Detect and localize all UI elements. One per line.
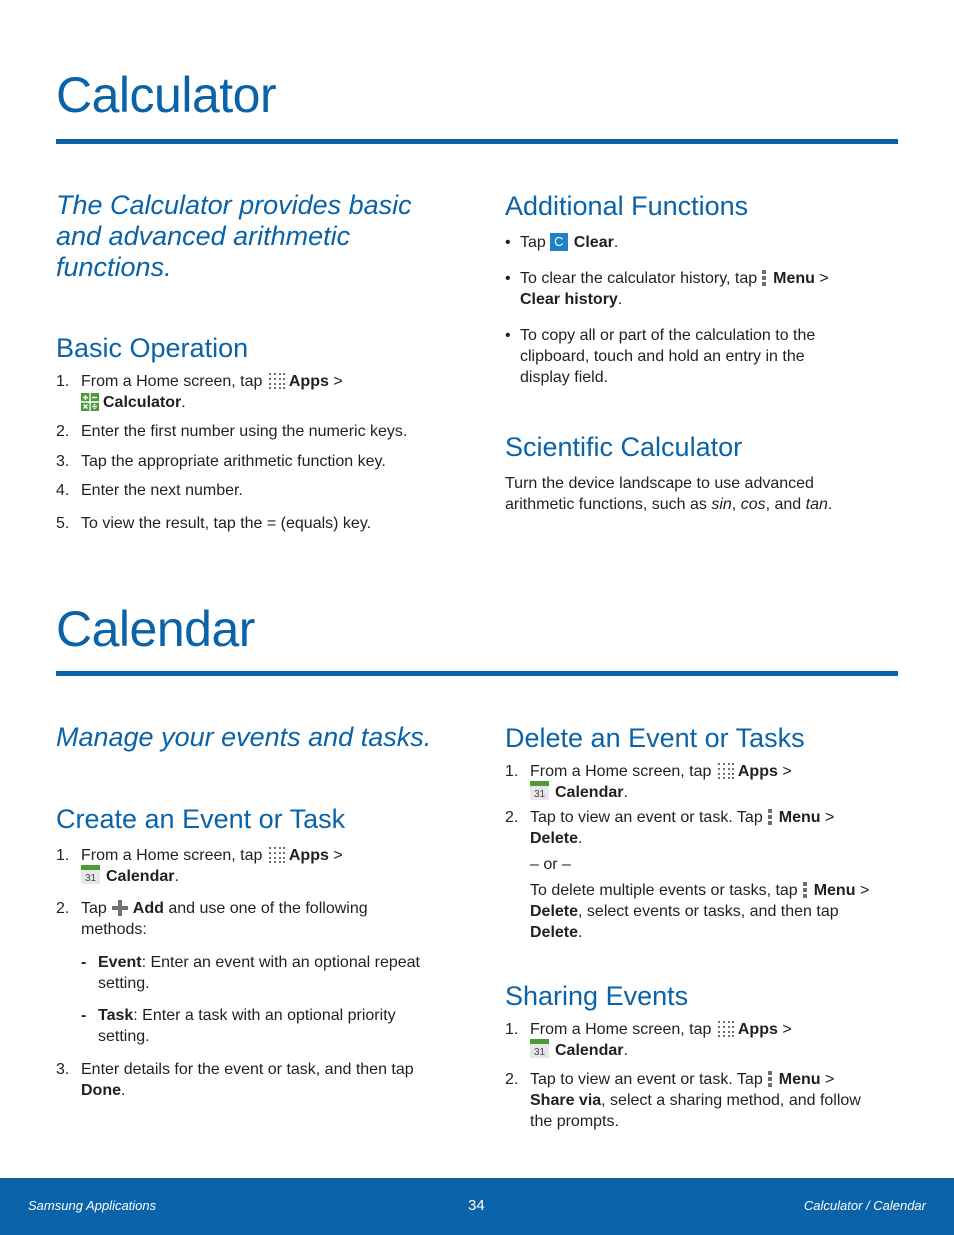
calendar-rule — [56, 671, 898, 676]
calculator-intro: The Calculator provides basic and advanced arithmetic functions. — [56, 190, 412, 282]
bullet: • — [505, 270, 511, 287]
calendar-title: Calendar — [56, 601, 255, 657]
svg-text:31: 31 — [533, 789, 546, 801]
delete-multiple-text: To delete multiple events or tasks, tap Menu > Delete, select events or tasks, and then tap Delete. — [530, 882, 870, 941]
calendar-app-icon — [81, 865, 100, 884]
basic-operation-heading: Basic Operation — [56, 333, 249, 363]
menu-icon — [767, 808, 773, 826]
add-icon — [111, 899, 129, 917]
dash-bullet: - — [81, 1007, 87, 1024]
delete-event-heading: Delete an Event or Tasks — [505, 723, 805, 753]
apps-icon — [717, 1020, 735, 1038]
delete-or-separator: – or – — [530, 856, 571, 873]
menu-icon — [802, 881, 808, 899]
apps-icon — [268, 372, 286, 390]
additional-functions-heading: Additional Functions — [505, 191, 749, 221]
calculator-app-icon — [81, 393, 99, 411]
calendar-app-icon — [530, 1039, 549, 1058]
clear-icon: C — [550, 233, 568, 251]
apps-icon — [268, 846, 286, 864]
page-number: 34 — [468, 1197, 485, 1214]
page-footer — [0, 1178, 954, 1235]
svg-text:31: 31 — [533, 1047, 546, 1059]
scientific-calculator-heading: Scientific Calculator — [505, 432, 743, 462]
svg-text:31: 31 — [84, 873, 97, 885]
menu-icon — [761, 269, 767, 287]
apps-icon — [717, 762, 735, 780]
menu-icon — [767, 1070, 773, 1088]
bullet: • — [505, 327, 511, 344]
calculator-rule — [56, 139, 898, 144]
calculator-title: Calculator — [56, 67, 277, 123]
calendar-app-icon — [530, 781, 549, 800]
calendar-intro: Manage your events and tasks. — [56, 722, 432, 752]
bullet: • — [505, 234, 511, 251]
footer-chapter-label: Calculator / Calendar — [803, 1198, 926, 1213]
sharing-events-heading: Sharing Events — [505, 981, 689, 1011]
footer-section-label: Samsung Applications — [28, 1198, 157, 1213]
create-event-heading: Create an Event or Task — [56, 804, 346, 834]
scientific-text: Turn the device landscape to use advanced arithmetic functions, such as sin, cos, and tan. — [505, 475, 833, 513]
dash-bullet: - — [81, 954, 87, 971]
